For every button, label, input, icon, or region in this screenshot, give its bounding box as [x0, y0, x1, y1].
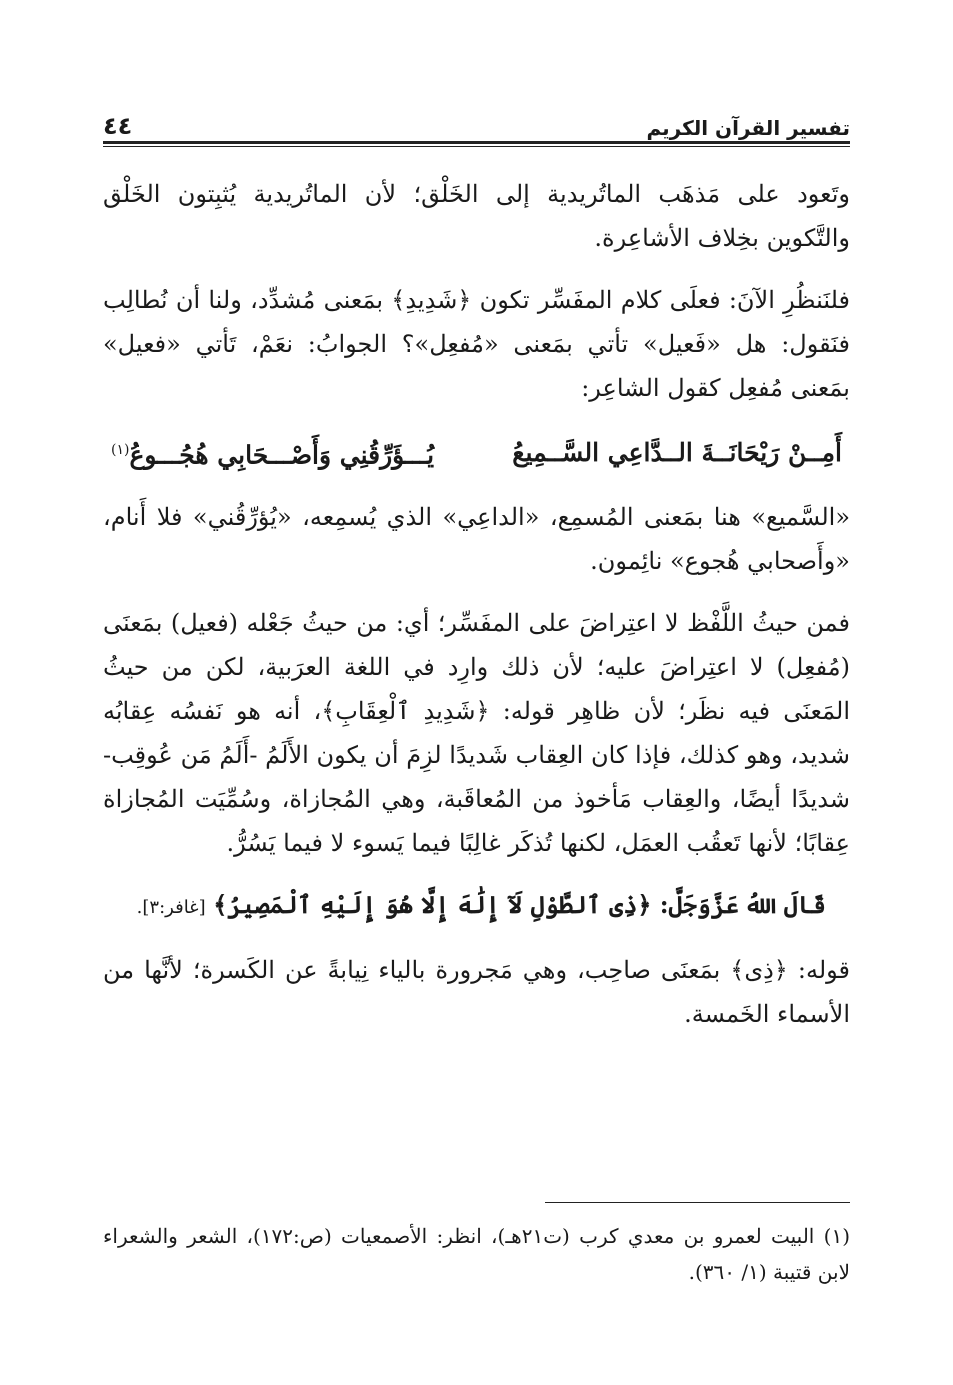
- quran-reference: [غافر:٣].: [136, 897, 206, 919]
- header-title: تفسير القرآن الكريم: [646, 116, 850, 140]
- header-rule-thin: [103, 146, 850, 147]
- page-number: ٤٤: [103, 112, 133, 140]
- footnote: [103, 1218, 850, 1290]
- footnote-rule: [545, 1202, 850, 1203]
- poem-verse: [103, 428, 850, 477]
- poem-hemistich-first: أَمِــنْ رَيْحَانَــةَ الــدَّاعِي السَّــمِيعُ: [512, 437, 842, 467]
- paragraph-1: وتَعود على مَذهَب الماتُريدية إلى الخَلْق؛ لأن الماتُريدية يُثبِتون الخَلْق والتَّكوين بخِلاف الأشاعِرة.: [103, 180, 850, 252]
- main-text: [103, 172, 850, 1054]
- quran-quote: قَالَ اللهُ عَزَّوَجَلَّ: ﴿ذِى ٱلطَّوْلِ لَآ إِلَٰهَ إِلَّا هُوَ إِلَيْهِ ٱلْمَصِيرُ﴾: [213, 890, 826, 920]
- running-header: [103, 104, 850, 140]
- footnote-ref: (١): [111, 442, 130, 458]
- poem-hemistich-second-text: يُـــؤَرِّقُنِي وَأَصْـــحَابِي هُجُـــوعُ: [129, 440, 435, 470]
- paragraph-2: فلنَنظُرِ الآنَ: فعلَى كلام المفَسِّر تكون ﴿شَدِيدِ﴾ بمَعنى مُشدِّد، ولنا أن نُطالِب فنَقول: هل «فَعيل» تأتي بمَعنى «مُفعِل»؟ الجوابُ: نعَمْ، تَأتي «فعيل» بمَعنى مُفعِل كقول الشاعِر:: [103, 286, 850, 402]
- paragraph-4: فمن حيثُ اللَّفْظ لا اعتِراضَ على المفَسِّر؛ أي: من حيثُ جَعْله (فعيل) بمَعنَى (مُفعِل) لا اعتِراضَ عليه؛ لأن ذلك وارِد في اللغة العرَبية، لكن من حيثُ المَعنَى فيه نظَر؛ لأن ظاهِر قوله: ﴿شَدِيدِ ٱلْعِقَابِ﴾، أنه هو نَفسُه عِقابُه شديد، وهو كذلك، فإذا كان العِقاب شَديدًا لزِمَ أن يكون الأَلَمُ -أَلَمُ مَن عُوقِب- شديدًا أيضًا، والعِقاب مَأخوذ من المُعاقَبة، وهي المُجازاة، وسُمِّيَت المُجازاة عِقابًا؛ لأنها تَعقُب العمَل، لكنها تُذكَر غالِبًا فيما يَسوء لا فيما يَسُرُّ.: [103, 609, 850, 858]
- paragraph-6: قوله: ﴿ذِى﴾ بمَعنَى صاحِب، وهي مَجرورة بالياء نِيابةً عن الكَسرة؛ لأنَّها من الأسماء الخَمسة.: [103, 956, 851, 1029]
- header-rule-thick: [103, 141, 850, 144]
- poem-hemistich-second: [111, 428, 434, 477]
- footnote-text: (١) البيت لعمرو بن معدي كرب (ت٢١هـ)، انظر: الأصمعيات (ص:١٧٢)، الشعر والشعراء لابن قتيبة (١/ ٣٦٠).: [103, 1224, 851, 1284]
- paragraph-3: «السَّميع» هنا بمَعنى المُسمِع، «الداعِي» الذي يُسمِعه، «يُؤرِّقُني» فلا أَنام، «وأَصحابي هُجوع» نائِمون.: [103, 503, 850, 576]
- paragraph-5: [103, 883, 850, 930]
